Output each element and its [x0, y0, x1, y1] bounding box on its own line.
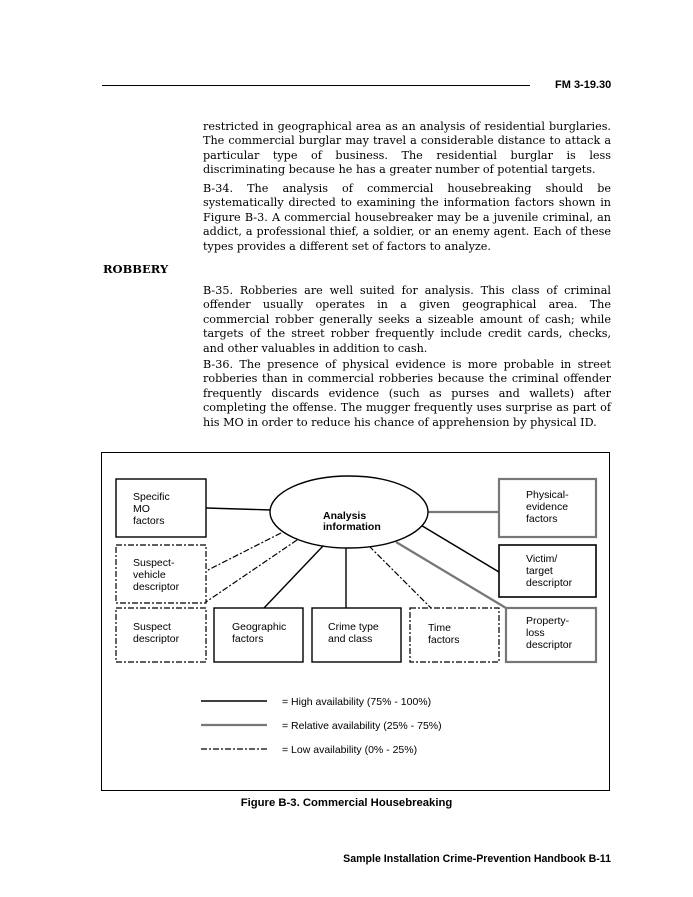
physical-line-1: Physical- [526, 489, 569, 501]
vehicle-line-2: vehicle [133, 569, 166, 581]
box-specific-mo [116, 479, 206, 537]
victim-line-1: Victim/ [526, 553, 558, 565]
page-footer: Sample Installation Crime-Prevention Handbook B-11 [343, 853, 611, 865]
suspect-line-2: descriptor [133, 633, 180, 645]
mo-line-1: Specific [133, 491, 170, 503]
line-suspect [206, 540, 297, 602]
document-id: FM 3-19.30 [555, 79, 612, 91]
physical-line-2: evidence [526, 501, 569, 513]
mo-line-2: MO [133, 503, 150, 515]
center-line-1: Analysis [323, 510, 367, 522]
property-line-3: descriptor [526, 639, 573, 651]
vehicle-line-1: Suspect- [133, 557, 175, 569]
paragraph-b35: B-35. Robberies are well suited for analysis. This class of criminal offender usually operates in a given geographical area. The commercial robber generally seeks a sizeable amount of cash; while targets of the street robber frequently include credit cards, checks, and other valuables in addition to cash. [203, 284, 611, 355]
legend-low: = Low availability (0% - 25%) [282, 744, 418, 756]
figure-caption: Figure B-3. Commercial Housebreaking [240, 797, 453, 809]
property-line-2: loss [526, 627, 545, 639]
suspect-line-1: Suspect [133, 621, 171, 633]
paragraph-continued: restricted in geographical area as an analysis of residential burglaries. The commercial burglar may travel a considerable distance to attack a particular type of business. The residential burglar is less discriminating because he has a greater number of potential targets. [203, 120, 611, 177]
geo-line-2: factors [232, 633, 264, 645]
paragraph-b36: B-36. The presence of physical evidence is more probable in street robberies than in commercial robberies because the criminal offender frequently discards evidence (such as purses and wallets) after completing the offense. The mugger frequently uses surprise as part of his MO in order to reduce his chance of apprehension by physical ID. [203, 358, 611, 429]
property-line-1: Property- [526, 615, 570, 627]
victim-line-2: target [526, 565, 553, 577]
physical-line-3: factors [526, 513, 558, 525]
paragraph-b34: B-34. The analysis of commercial housebreaking should be systematically directed to examining the information factors shown in Figure B-3. A commercial housebreaker may be a juvenile criminal, an addict, a professional thief, a soldier, or an enemy agent. Each of these types provides a different set of factors to analyze. [203, 182, 611, 253]
crime-line-2: and class [328, 633, 373, 645]
header-rule [102, 85, 530, 86]
line-time [369, 546, 431, 608]
time-line-1: Time [428, 622, 451, 634]
mo-line-3: factors [133, 515, 165, 527]
line-property [396, 542, 506, 608]
legend-relative: = Relative availability (25% - 75%) [282, 720, 442, 732]
geo-line-1: Geographic [232, 621, 287, 633]
figure-diagram [101, 452, 610, 791]
line-mo [206, 508, 271, 510]
crime-line-1: Crime type [328, 621, 379, 633]
legend-high: = High availability (75% - 100%) [282, 696, 432, 708]
line-vehicle [206, 533, 281, 571]
vehicle-line-3: descriptor [133, 581, 180, 593]
section-heading: ROBBERY [103, 262, 169, 276]
victim-line-3: descriptor [526, 577, 573, 589]
line-victim [419, 524, 499, 572]
center-line-2: information [323, 521, 381, 533]
legend [201, 696, 442, 756]
time-line-2: factors [428, 634, 460, 646]
line-geo [264, 546, 323, 608]
